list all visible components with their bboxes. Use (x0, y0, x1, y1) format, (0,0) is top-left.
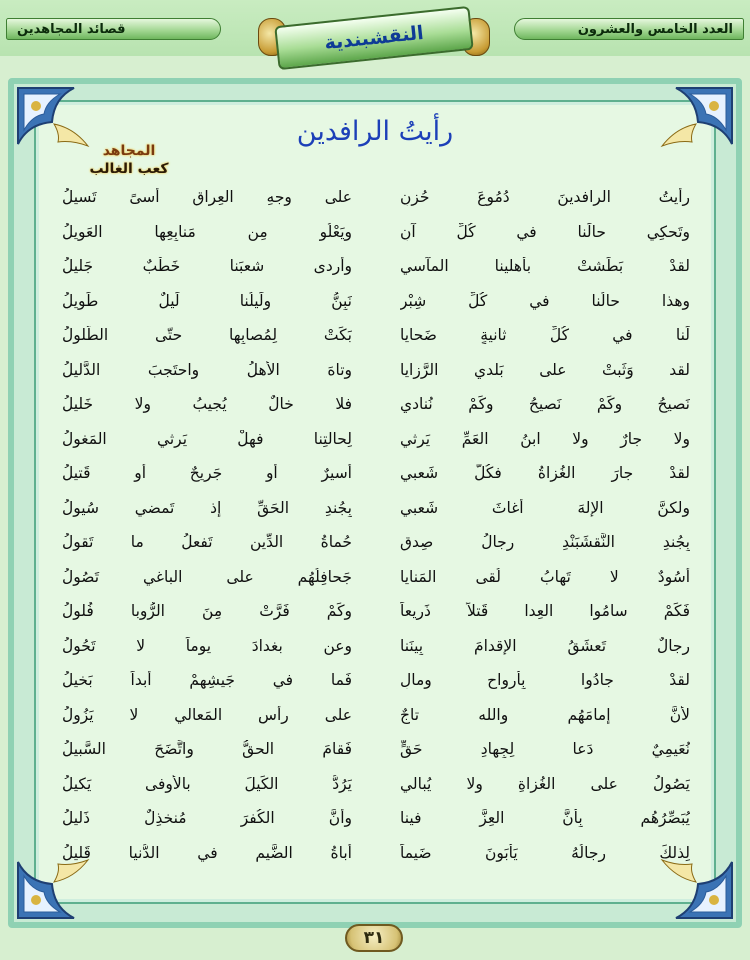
verse-first-hemistich: لقدْ جارَ الغُزاةُ فكُلُّ شَعبي (400, 464, 690, 483)
verse-first-hemistich: نَصيحُ وكَمْ نَصيحُ وكَمْ نُنادي (400, 395, 690, 414)
verse-first-hemistich: لقدْ جادُوا بِأرواحٍ ومالٍ (400, 671, 690, 690)
verse-row (62, 732, 690, 767)
verse-row (62, 801, 690, 836)
banner-scroll (258, 6, 490, 64)
verse-second-hemistich: نَبِنُّ ولَيلُنا لَيلٌ طَويلُ (62, 291, 352, 310)
verse-second-hemistich: جَحافِلُهُم على الباغي تَصُولُ (62, 567, 352, 586)
section-ribbon (6, 18, 221, 40)
banner-label: النقشبندية (274, 6, 474, 70)
issue-label: العدد الخامس والعشرون (577, 21, 733, 37)
author-line-2: كعب الغالب (89, 161, 169, 177)
verse-row (62, 594, 690, 629)
verse-row (62, 387, 690, 422)
poem-verses (62, 180, 690, 870)
verse-row (62, 284, 690, 319)
poem-title: رأيتُ الرافدين (296, 116, 454, 147)
verse-first-hemistich: فَكَمْ سامُوا العِدا قَتلاً ذَريعاً (400, 602, 690, 621)
verse-first-hemistich: ولكنَّ الإلهَ أغاثَ شَعبي (400, 498, 690, 517)
verse-second-hemistich: وكَمْ فَرَّتْ مِنَ الرُّوبا فُلولُ (62, 602, 352, 621)
verse-first-hemistich: وهذا حالُنا في كُلِّ شِبْرٍ (400, 291, 690, 310)
verse-second-hemistich: فَما في جَيشِهِمْ أبداً بَخيلُ (62, 671, 352, 690)
verse-row (62, 629, 690, 664)
verse-first-hemistich: لِذلكَ رِجالُهُ يَأبَونَ ضَيماً (400, 843, 690, 862)
verse-first-hemistich: يُبَصِّرُهُم بِأنَّ العِزَّ فينا (400, 809, 690, 828)
verse-row (62, 353, 690, 388)
verse-row (62, 525, 690, 560)
page-number: ٣١ (345, 924, 403, 952)
verse-first-hemistich: أُسُودٌ لا تَهابُ لُقى المَنايا (400, 567, 690, 586)
verse-second-hemistich: على وجهِ العِراقِ أسىً تَسيلُ (62, 188, 352, 207)
verse-second-hemistich: أباةُ الضَّيمِ في الدُّنيا قَليلُ (62, 843, 352, 862)
verse-first-hemistich: لقدْ بَطَشتْ بأهلينا المآسي (400, 257, 690, 276)
verse-row (62, 698, 690, 733)
verse-second-hemistich: بَكَتْ لِمُصابِها حتّى الطُّلولُ (62, 326, 352, 345)
verse-row (62, 180, 690, 215)
verse-second-hemistich: يَرُدُّ الكَيلَ بالأوفى يَكيلُ (62, 774, 352, 793)
verse-second-hemistich: ويَعْلُو مِن مَنابِعِها العَويلُ (62, 222, 352, 241)
verse-second-hemistich: أسيرٌ أو جَريحٌ أو قَتيلُ (62, 464, 352, 483)
verse-first-hemistich: ولا جارٌ ولا ابنُ العَمِّ يَرثي (400, 429, 690, 448)
verse-first-hemistich: نُعَيمِيٌ دَعا لِجِهادِ حَقٍّ (400, 740, 690, 759)
verse-row (62, 560, 690, 595)
verse-first-hemistich: وتَحكِي حالَنا في كُلِّ آنٍ (400, 222, 690, 241)
verse-row (62, 422, 690, 457)
verse-second-hemistich: وتاهَ الأهلُ واحتَجبَ الدَّليلُ (62, 360, 352, 379)
issue-ribbon (514, 18, 744, 40)
verse-row (62, 456, 690, 491)
verse-first-hemistich: لأنَّ إمامَهُم والله تاجٌ (400, 705, 690, 724)
verse-first-hemistich: لقد وَثَبتْ على بَلدي الرَّزايا (400, 360, 690, 379)
verse-row (62, 767, 690, 802)
verse-second-hemistich: بِجُندِ الحَقِّ إذ تَمضي سُيولُ (62, 498, 352, 517)
verse-second-hemistich: فلا خالٌ يُجيبُ ولا خَليلُ (62, 395, 352, 414)
verse-second-hemistich: وأردى شعبَنا خَطْبٌ جَليلُ (62, 257, 352, 276)
poem-author (84, 142, 174, 178)
verse-second-hemistich: فَقامَ الحقُّ واتَّضَحَ السَّبيلُ (62, 740, 352, 759)
verse-row (62, 663, 690, 698)
verse-row (62, 215, 690, 250)
verse-second-hemistich: وأنَّ الكُفرَ مُنخذِلٌ ذَليلُ (62, 809, 352, 828)
verse-second-hemistich: حُماةُ الدِّينِ تَفعلُ ما تَقولُ (62, 533, 352, 552)
verse-row (62, 249, 690, 284)
verse-second-hemistich: على رأسِ المَعالي لا يَزُولُ (62, 705, 352, 724)
section-label: قصائد المجاهدين (17, 21, 126, 37)
verse-first-hemistich: يَصُولُ على الغُزاةِ ولا يُبالي (400, 774, 690, 793)
verse-first-hemistich: بِجُندِ النَّقشَبَنْدِ رِجالُ صِدقٍ (400, 533, 690, 552)
verse-first-hemistich: لَنا في كُلِّ ثانيةٍ ضَحايا (400, 326, 690, 345)
verse-row (62, 318, 690, 353)
verse-first-hemistich: رأيتُ الرافدينَ دُمُوعَ حُزنٍ (400, 188, 690, 207)
verse-row (62, 836, 690, 871)
verse-row (62, 491, 690, 526)
verse-first-hemistich: رِجالٌ تَعشَقُ الإقدامَ بِينَنا (400, 636, 690, 655)
author-line-1: المجاهد (102, 143, 156, 159)
verse-second-hemistich: لِحالتِنا فهلْ يَرثي المَغولُ (62, 429, 352, 448)
verse-second-hemistich: وعن بغدادَ يوماً لا تَحُولُ (62, 636, 352, 655)
